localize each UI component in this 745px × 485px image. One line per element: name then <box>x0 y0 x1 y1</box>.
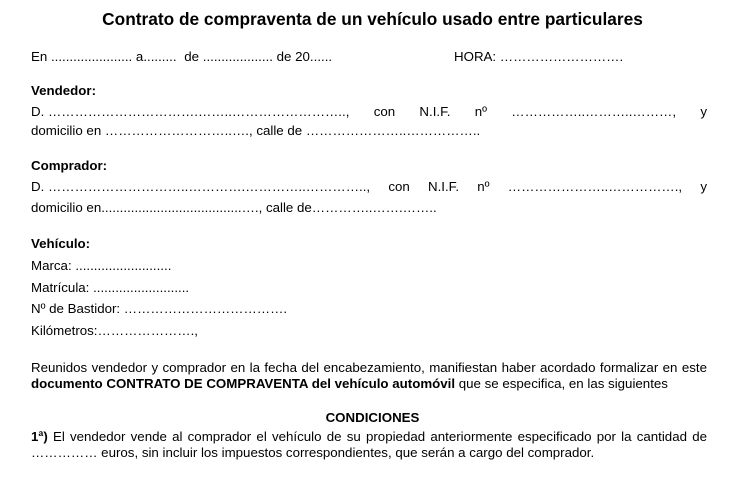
buyer-heading: Comprador: <box>31 158 108 173</box>
intro-text-2: que se especifica, en las siguientes <box>455 376 668 391</box>
vehicle-km-field: Kilómetros:…………………., <box>31 323 198 338</box>
seller-heading: Vendedor: <box>31 83 97 98</box>
place-field: En ...................... a......... <box>31 49 177 64</box>
buyer-con: con <box>388 179 410 194</box>
document-title: Contrato de compraventa de un vehículo usado entre particulares <box>102 9 643 29</box>
time-field: HORA: ………………………. <box>454 49 624 64</box>
seller-con: con <box>373 104 396 119</box>
intro-text-1: Reunidos vendedor y comprador en la fecha del encabezamiento, manifiestan haber acordado formalizar en este <box>31 360 707 375</box>
vehicle-chassis-field: Nº de Bastidor: ………………………………. <box>31 301 288 316</box>
seller-address-line: domicilio en ………………………..…., calle de …………………..…………….. <box>31 123 481 138</box>
buyer-name-line <box>31 179 707 194</box>
vehicle-brand-field: Marca: .......................... <box>31 258 172 273</box>
conditions-heading: CONDICIONES <box>325 410 420 425</box>
clause-1 <box>31 429 707 461</box>
date-field: de ................... de 20...... <box>184 49 333 64</box>
buyer-no-label: nº <box>477 179 490 194</box>
seller-y: y <box>700 104 707 119</box>
date-line <box>31 49 711 64</box>
buyer-address-line: domicilio en......................................…., calle de…………..…….…….. <box>31 200 437 215</box>
buyer-y: y <box>700 179 707 194</box>
intro-paragraph <box>31 360 707 392</box>
intro-bold-text: documento CONTRATO DE COMPRAVENTA del vehículo automóvil <box>31 376 456 391</box>
buyer-nif-label: N.I.F. <box>428 179 460 194</box>
seller-name-line <box>31 104 707 119</box>
vehicle-plate-field: Matrícula: .......................... <box>31 280 190 295</box>
clause-1-text: El vendedor vende al comprador el vehículo de su propiedad anteriormente especificado por la cantidad de …………… euros, sin incluir los impuestos correspondientes, que serán a cargo del comprador. <box>31 429 707 460</box>
clause-1-number: 1ª) <box>31 429 48 444</box>
seller-nif-field: ……………..………..………, <box>511 104 677 119</box>
seller-nif-label: N.I.F. <box>419 104 451 119</box>
buyer-nif-field: …………………..……………., <box>507 179 683 194</box>
seller-no-label: nº <box>474 104 487 119</box>
buyer-name-field: D. …………………………..………….…………..………….., <box>31 179 371 194</box>
vehicle-heading: Vehículo: <box>31 236 91 251</box>
seller-name-field: D. …………………………….……..…………………….., <box>31 104 350 119</box>
